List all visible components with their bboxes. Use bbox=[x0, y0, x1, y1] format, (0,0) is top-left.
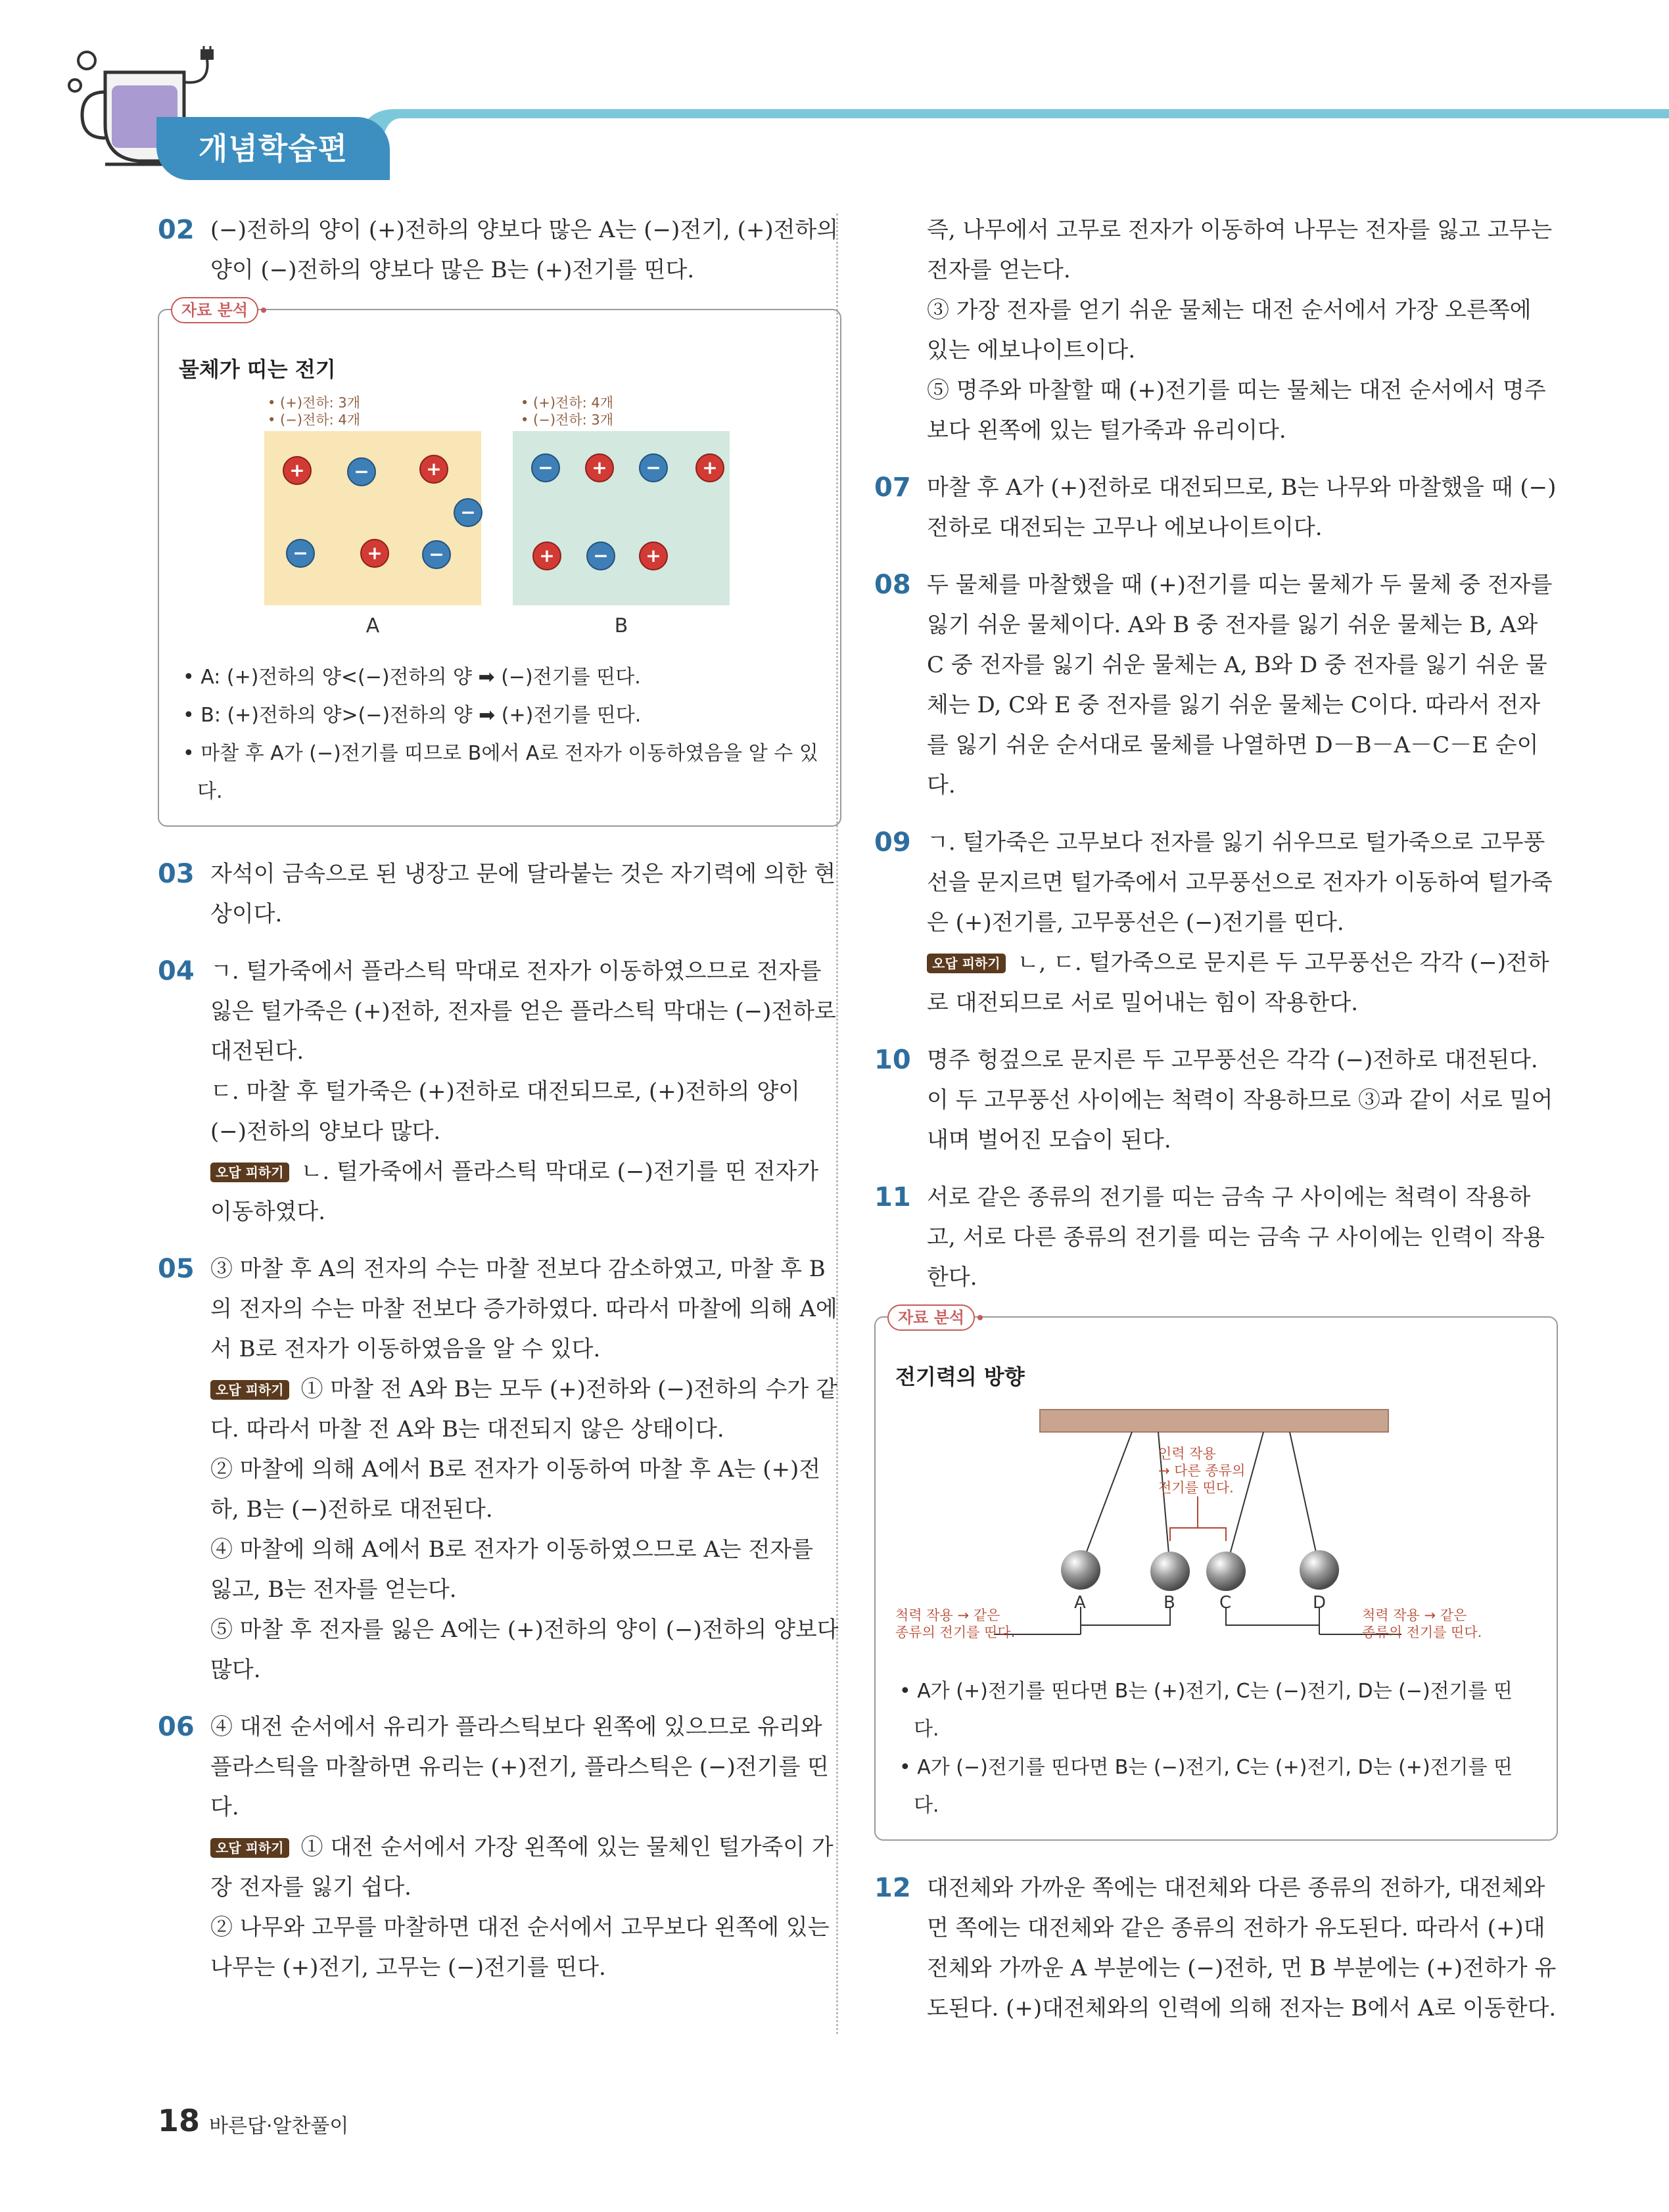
answer-text: ㄴ, ㄷ. 털가죽으로 문지른 두 고무풍선은 각각 (−)전하로 대전되므로 서로 밀어내는 힘이 작용한다. bbox=[927, 950, 1549, 1016]
box-bullet: • A가 (−)전기를 띤다면 B는 (−)전기, C는 (+)전기, D는 (+)전기를 띤다. bbox=[899, 1756, 1513, 1817]
question-number: 08 bbox=[874, 570, 911, 600]
wrong-answer-tag: 오답 피하기 bbox=[927, 954, 1006, 973]
box-tag: 자료 분석 bbox=[887, 1304, 975, 1331]
wrong-answer-tag: 오답 피하기 bbox=[210, 1380, 289, 1400]
answer-text: ③ 가장 전자를 얻기 쉬운 물체는 대전 순서에서 가장 오른쪽에 있는 에보나이트이다. bbox=[927, 297, 1532, 363]
positive-charge bbox=[361, 540, 388, 567]
charge-diagram bbox=[179, 389, 810, 645]
footer-title: 바른답·알찬풀이 bbox=[209, 2115, 349, 2138]
repel-label-left: 종류의 전기를 띤다. bbox=[895, 1624, 1016, 1640]
sphere-label-d: D bbox=[1313, 1593, 1327, 1613]
answer-text: ㄷ. 마찰 후 털가죽은 (+)전하로 대전되므로, (+)전하의 양이 (−)전하의 양보다 많다. bbox=[210, 1078, 801, 1145]
question-number: 02 bbox=[158, 215, 195, 245]
positive-charge bbox=[283, 457, 311, 484]
thread-c bbox=[1226, 1432, 1263, 1569]
answer-text: ⑤ 마찰 후 전자를 잃은 A에는 (+)전하의 양이 (−)전하의 양보다 많다. bbox=[210, 1617, 839, 1683]
answer-text: 즉, 나무에서 고무로 전자가 이동하여 나무는 전자를 잃고 고무는 전자를 얻는다. bbox=[927, 217, 1553, 283]
box-bullet: • 마찰 후 A가 (−)전기를 띠므로 B에서 A로 전자가 이동하였음을 알 수 있다. bbox=[183, 742, 818, 803]
negative-charge bbox=[348, 458, 375, 486]
question-10 bbox=[874, 1040, 1558, 1161]
sphere-d bbox=[1300, 1550, 1339, 1590]
sphere-a bbox=[1061, 1550, 1100, 1590]
svg-text:+: + bbox=[539, 545, 555, 566]
answer-text: ② 마찰에 의해 A에서 B로 전자가 이동하여 마찰 후 A는 (+)전하, B는 (−)전하로 대전된다. bbox=[210, 1456, 821, 1523]
question-12 bbox=[874, 1868, 1558, 2029]
answer-text: ③ 마찰 후 A의 전자의 수는 마찰 전보다 감소하였고, 마찰 후 B의 전자의 수는 마찰 전보다 증가하였다. 따라서 마찰에 의해 A에서 B로 전자가 이동하였음을 알 수 있다. bbox=[210, 1256, 837, 1362]
question-number: 05 bbox=[158, 1254, 195, 1284]
box-bullet: • A: (+)전하의 양<(−)전하의 양 ➡ (−)전기를 띤다. bbox=[183, 666, 641, 689]
sphere-label-a: A bbox=[1074, 1593, 1086, 1613]
sphere-c bbox=[1206, 1552, 1246, 1591]
repel-label-right: 척력 작용 → 같은 bbox=[1362, 1607, 1467, 1623]
attract-bracket bbox=[1170, 1528, 1226, 1541]
right-column bbox=[874, 210, 1558, 2046]
answer-text: 마찰 후 A가 (+)전하로 대전되므로, B는 나무와 마찰했을 때 (−)전하로 대전되는 고무나 에보나이트이다. bbox=[927, 474, 1557, 541]
answer-text: ㄱ. 털가죽에서 플라스틱 막대로 전자가 이동하였으므로 전자를 잃은 털가죽은 (+)전하, 전자를 얻은 플라스틱 막대는 (−)전하로 대전된다. bbox=[210, 958, 836, 1065]
question-number: 11 bbox=[874, 1182, 911, 1212]
question-07 bbox=[874, 468, 1558, 548]
svg-text:−: − bbox=[429, 543, 444, 565]
label-a: A bbox=[365, 614, 380, 637]
question-number: 04 bbox=[158, 956, 195, 986]
answer-text: (−)전하의 양이 (+)전하의 양보다 많은 A는 (−)전기, (+)전하의 양이 (−)전하의 양보다 많은 B는 (+)전기를 띤다. bbox=[210, 217, 839, 283]
repel-bracket-left bbox=[1081, 1607, 1170, 1625]
question-05 bbox=[158, 1249, 841, 1690]
header-line bbox=[394, 109, 1669, 118]
page-number: 18 bbox=[158, 2103, 200, 2138]
question-02 bbox=[158, 210, 841, 827]
question-06-continued bbox=[874, 210, 1558, 451]
question-number: 10 bbox=[874, 1045, 911, 1075]
negative-charge bbox=[454, 499, 482, 526]
answer-text: ㄱ. 털가죽은 고무보다 전자를 잃기 쉬우므로 털가죽으로 고무풍선을 문지르면 털가죽에서 고무풍선으로 전자가 이동하여 털가죽은 (+)전기를, 고무풍선은 (−)전기를 띤다. bbox=[927, 829, 1553, 936]
attract-label: 인력 작용 bbox=[1158, 1446, 1216, 1462]
answer-text: ④ 대전 순서에서 유리가 플라스틱보다 왼쪽에 있으므로 유리와 플라스틱을 마찰하면 유리는 (+)전기, 플라스틱은 (−)전기를 띤다. bbox=[210, 1714, 830, 1820]
answer-text: ① 대전 순서에서 가장 왼쪽에 있는 물체인 털가죽이 가장 전자를 잃기 쉽다. bbox=[210, 1834, 834, 1901]
section-badge: 개념학습편 bbox=[156, 117, 390, 180]
question-number: 09 bbox=[874, 827, 911, 858]
positive-charge bbox=[640, 542, 667, 570]
svg-text:+: + bbox=[367, 542, 383, 564]
svg-text:+: + bbox=[426, 458, 442, 480]
left-column bbox=[158, 210, 841, 2005]
svg-text:+: + bbox=[702, 457, 718, 478]
attract-label: → 다른 종류의 bbox=[1158, 1463, 1246, 1479]
a-plus-count: • (+)전하: 3개 bbox=[268, 395, 361, 411]
answer-text: 두 물체를 마찰했을 때 (+)전기를 띠는 물체가 두 물체 중 전자를 잃기 쉬운 물체이다. A와 B 중 전자를 잃기 쉬운 물체는 B, A와 C 중 전자를 잃기 쉬운 물체는 A, B와 D 중 전자를 잃기 쉬운 물체는 D, C와 E 중 전자를 잃기 쉬운 물체는 C이다. 따라서 전자를 잃기 쉬운 순서대로 물체를 나열하면 D－B－A－C－E 순이다. bbox=[927, 572, 1553, 798]
thread-a bbox=[1081, 1432, 1132, 1567]
a-minus-count: • (−)전하: 4개 bbox=[268, 412, 361, 428]
question-09 bbox=[874, 823, 1558, 1023]
question-08 bbox=[874, 565, 1558, 806]
question-number: 06 bbox=[158, 1712, 195, 1742]
wrong-answer-tag: 오답 피하기 bbox=[210, 1838, 289, 1858]
thread-d bbox=[1290, 1432, 1319, 1567]
answer-text: ㄴ. 털가죽에서 플라스틱 막대로 (−)전기를 띤 전자가 이동하였다. bbox=[210, 1159, 819, 1225]
positive-charge bbox=[420, 455, 448, 483]
svg-text:−: − bbox=[293, 542, 308, 564]
answer-text: 명주 헝겊으로 문지른 두 고무풍선은 각각 (−)전하로 대전된다. 이 두 고무풍선 사이에는 척력이 작용하므로 ③과 같이 서로 밀어내며 벌어진 모습이 된다. bbox=[927, 1047, 1553, 1153]
svg-text:+: + bbox=[592, 457, 607, 478]
sphere-label-c: C bbox=[1219, 1593, 1232, 1613]
question-11 bbox=[874, 1178, 1558, 1841]
svg-text:−: − bbox=[460, 501, 476, 523]
svg-text:−: − bbox=[538, 457, 553, 478]
svg-text:−: − bbox=[646, 457, 661, 478]
question-number: 03 bbox=[158, 859, 195, 889]
label-b: B bbox=[614, 614, 628, 637]
attract-label: 전기를 띤다. bbox=[1158, 1480, 1234, 1496]
negative-charge bbox=[640, 454, 667, 482]
box-bullet: • B: (+)전하의 양>(−)전하의 양 ➡ (+)전기를 띤다. bbox=[183, 704, 642, 727]
answer-text: ④ 마찰에 의해 A에서 B로 전자가 이동하였으므로 A는 전자를 잃고, B는 전자를 얻는다. bbox=[210, 1536, 814, 1603]
repel-bracket-right bbox=[1226, 1607, 1319, 1625]
analysis-box-charges bbox=[158, 301, 841, 827]
question-04 bbox=[158, 952, 841, 1232]
repel-label-right: 종류의 전기를 띤다. bbox=[1362, 1624, 1482, 1640]
b-plus-count: • (+)전하: 4개 bbox=[521, 395, 614, 411]
answer-text: 대전체와 가까운 쪽에는 대전체와 다른 종류의 전하가, 대전체와 먼 쪽에는 대전체와 같은 종류의 전하가 유도된다. 따라서 (+)대전체와 가까운 A 부분에는 (−)전하, 먼 B 부분에는 (+)전하가 유도된다. (+)대전체와의 인력에 의해 전자는 B에서 A로 이동한다. bbox=[927, 1875, 1557, 2021]
box-title: 전기력의 방향 bbox=[895, 1364, 1025, 1389]
sphere-label-b: B bbox=[1164, 1593, 1175, 1613]
positive-charge bbox=[696, 454, 724, 482]
sphere-b bbox=[1150, 1552, 1190, 1591]
question-number: 12 bbox=[874, 1873, 911, 1903]
answer-text: ① 마찰 전 A와 B는 모두 (+)전하와 (−)전하의 수가 같다. 따라서 마찰 전 A와 B는 대전되지 않은 상태이다. bbox=[210, 1376, 837, 1442]
negative-charge bbox=[532, 454, 559, 482]
answer-text: ⑤ 명주와 마찰할 때 (+)전기를 띠는 물체는 대전 순서에서 명주보다 왼쪽에 있는 털가죽과 유리이다. bbox=[927, 377, 1546, 444]
support-bar bbox=[1040, 1410, 1388, 1432]
svg-text:−: − bbox=[354, 461, 369, 482]
answer-text: 서로 같은 종류의 전기를 띠는 금속 구 사이에는 척력이 작용하고, 서로 다른 종류의 전기를 띠는 금속 구 사이에는 인력이 작용한다. bbox=[927, 1184, 1545, 1291]
question-03 bbox=[158, 854, 841, 934]
box-title: 물체가 띠는 전기 bbox=[179, 357, 336, 382]
repel-label-left: 척력 작용 → 같은 bbox=[895, 1607, 1000, 1623]
svg-text:+: + bbox=[289, 459, 305, 481]
answer-text: ② 나무와 고무를 마찰하면 대전 순서에서 고무보다 왼쪽에 있는 나무는 (+)전기, 고무는 (−)전기를 띤다. bbox=[210, 1914, 830, 1981]
svg-text:−: − bbox=[593, 545, 609, 566]
box-tag: 자료 분석 bbox=[171, 297, 258, 323]
wrong-answer-tag: 오답 피하기 bbox=[210, 1163, 289, 1182]
question-06 bbox=[158, 1707, 841, 1988]
question-number: 07 bbox=[874, 472, 911, 503]
positive-charge bbox=[533, 542, 561, 570]
negative-charge bbox=[287, 540, 314, 567]
positive-charge bbox=[586, 454, 613, 482]
b-minus-count: • (−)전하: 3개 bbox=[521, 412, 614, 428]
answer-text: 자석이 금속으로 된 냉장고 문에 달라붙는 것은 자기력에 의한 현상이다. bbox=[210, 861, 836, 927]
negative-charge bbox=[587, 542, 615, 570]
box-bullet: • A가 (+)전기를 띤다면 B는 (+)전기, C는 (−)전기, D는 (−)전기를 띤다. bbox=[899, 1680, 1513, 1741]
svg-text:+: + bbox=[646, 545, 661, 566]
analysis-box-force bbox=[874, 1308, 1558, 1841]
pendulum-diagram bbox=[895, 1396, 1526, 1659]
negative-charge bbox=[423, 541, 450, 568]
